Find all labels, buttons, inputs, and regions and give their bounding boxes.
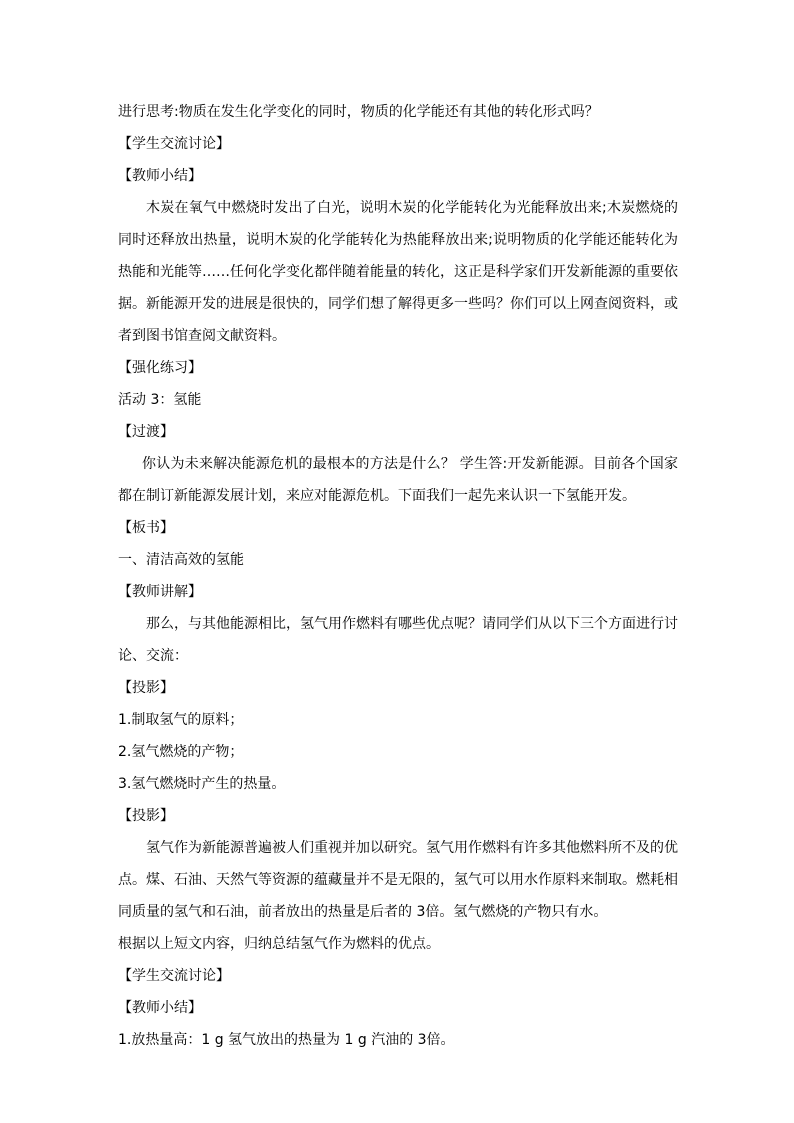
final-point: 1.放热量高：1 g 氢气放出的热量为 1 g 汽油的 3倍。 (118, 1032, 455, 1048)
summarize-prompt: 根据以上短文内容，归纳总结氢气作为燃料的优点。 (118, 936, 440, 952)
board-item: 一、清洁高效的氢能 (118, 552, 244, 568)
heading-practice: 【强化练习】 (118, 360, 202, 376)
document-page (118, 96, 678, 1056)
explanation-paragraph: 那么，与其他能源相比，氢气用作燃料有哪些优点呢？请同学们从以下三个方面进行讨论、交流： (118, 616, 678, 664)
heading-student-discussion: 【学生交流讨论】 (118, 136, 230, 152)
projection-paragraph: 氢气作为新能源普遍被人们重视并加以研究。氢气用作燃料有许多其他燃料所不及的优点。煤、石油、天然气等资源的蕴藏量并不是无限的，氢气可以用水作原料来制取。燃耗相同质量的氢气和石油，前者放出的热量是后者的 3倍。氢气燃烧的产物只有水。 (118, 840, 678, 920)
transition-paragraph: 你认为未来解决能源危机的最根本的方法是什么？ 学生答:开发新能源。目前各个国家都在制订新能源发展计划，来应对能源危机。下面我们一起先来认识一下氢能开发。 (118, 456, 678, 504)
heading-projection: 【投影】 (118, 680, 174, 696)
list-item: 2.氢气燃烧的产物； (118, 744, 244, 760)
heading-teacher-explanation: 【教师讲解】 (118, 584, 202, 600)
heading-teacher-summary: 【教师小结】 (118, 168, 202, 184)
think-question: 进行思考:物质在发生化学变化的同时，物质的化学能还有其他的转化形式吗？ (118, 104, 599, 120)
list-item: 1.制取氢气的原料； (118, 712, 244, 728)
heading-teacher-summary: 【教师小结】 (118, 1000, 202, 1016)
heading-student-discussion: 【学生交流讨论】 (118, 968, 230, 984)
list-item: 3.氢气燃烧时产生的热量。 (118, 776, 286, 792)
activity-title: 活动 3：氢能 (118, 392, 202, 408)
heading-transition: 【过渡】 (118, 424, 174, 440)
heading-board: 【板书】 (118, 520, 174, 536)
heading-projection: 【投影】 (118, 808, 174, 824)
summary-paragraph: 木炭在氧气中燃烧时发出了白光，说明木炭的化学能转化为光能释放出来;木炭燃烧的同时还释放出热量，说明木炭的化学能转化为热能释放出来;说明物质的化学能还能转化为热能和光能等……任何化学变化都伴随着能量的转化，这正是科学家们开发新能源的重要依据。新能源开发的进展是很快的，同学们想了解得更多一些吗？你们可以上网查阅资料，或者到图书馆查阅文献资料。 (118, 200, 678, 344)
